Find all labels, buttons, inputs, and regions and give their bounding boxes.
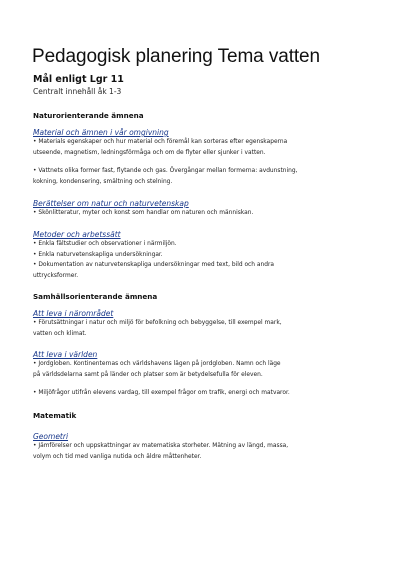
text-line: • Enkla naturvetenskapliga undersökningar. bbox=[33, 251, 163, 258]
paragraph-measurement bbox=[33, 441, 363, 462]
subsection-heading-materials: Material och ämnen i vår omgivning bbox=[33, 128, 169, 137]
paragraph-methods bbox=[33, 239, 363, 281]
text-line: på världsdelarna samt på länder och platser som är betydelsefulla för eleven. bbox=[33, 371, 263, 378]
text-line: • Vattnets olika former fast, flytande och gas. Övergångar mellan formerna: avdunstning, bbox=[33, 168, 298, 174]
text-line: volym och tid med vanliga nutida och äldre måttenheter. bbox=[33, 453, 202, 460]
text-line: • Materials egenskaper och hur material och föremål kan sorteras efter egenskaperna bbox=[33, 139, 288, 145]
text-line: utseende, magnetism, ledningsförmåga och om de flyter eller sjunker i vatten. bbox=[33, 149, 266, 156]
section-heading-mathematics: Matematik bbox=[33, 411, 77, 420]
text-line: • Jämförelser och uppskattningar av matematiska storheter. Mätning av längd, massa, bbox=[33, 443, 289, 449]
paragraph-water-forms bbox=[33, 166, 363, 187]
subsection-heading-geometry: Geometri bbox=[33, 432, 69, 441]
subsection-heading-stories: Berättelser om natur och naturvetenskap bbox=[33, 199, 189, 208]
subtitle: Centralt innehåll åk 1-3 bbox=[33, 87, 122, 96]
text-line: • Förutsättningar i natur och miljö för befolkning och bebyggelse, till exempel mark, bbox=[33, 320, 282, 326]
page-title: Pedagogisk planering Tema vatten bbox=[32, 46, 320, 67]
paragraph-materials-properties bbox=[33, 137, 363, 158]
text-line: • Jordgloben. Kontinenternas och världshavens lägen på jordgloben. Namn och läge bbox=[33, 361, 281, 367]
paragraph-literature bbox=[33, 208, 363, 219]
text-line: • Enkla fältstudier och observationer i närmiljön. bbox=[33, 241, 177, 247]
paragraph-globe bbox=[33, 359, 363, 380]
goal-heading: Mål enligt Lgr 11 bbox=[33, 74, 124, 85]
subsection-heading-local-area: Att leva i närområdet bbox=[33, 309, 114, 318]
paragraph-environment bbox=[33, 388, 363, 399]
section-heading-natural-sciences: Naturorienterande ämnena bbox=[33, 111, 144, 120]
subsection-heading-world: Att leva i världen bbox=[33, 350, 98, 359]
text-line: • Dokumentation av naturvetenskapliga undersökningar med text, bild och andra bbox=[33, 262, 275, 268]
text-line: • Skönlitteratur, myter och konst som handlar om naturen och människan. bbox=[33, 210, 254, 216]
text-line: kokning, kondensering, smältning och stelning. bbox=[33, 178, 173, 185]
text-line: uttrycksformer. bbox=[33, 272, 79, 279]
paragraph-local-conditions bbox=[33, 318, 363, 339]
section-heading-social-sciences: Samhällsorienterande ämnena bbox=[33, 292, 158, 301]
subsection-heading-methods: Metoder och arbetssätt bbox=[33, 230, 121, 239]
text-line: • Miljöfrågor utifrån elevens vardag, till exempel frågor om trafik, energi och matvaror. bbox=[33, 390, 290, 396]
text-line: vatten och klimat. bbox=[33, 330, 87, 337]
